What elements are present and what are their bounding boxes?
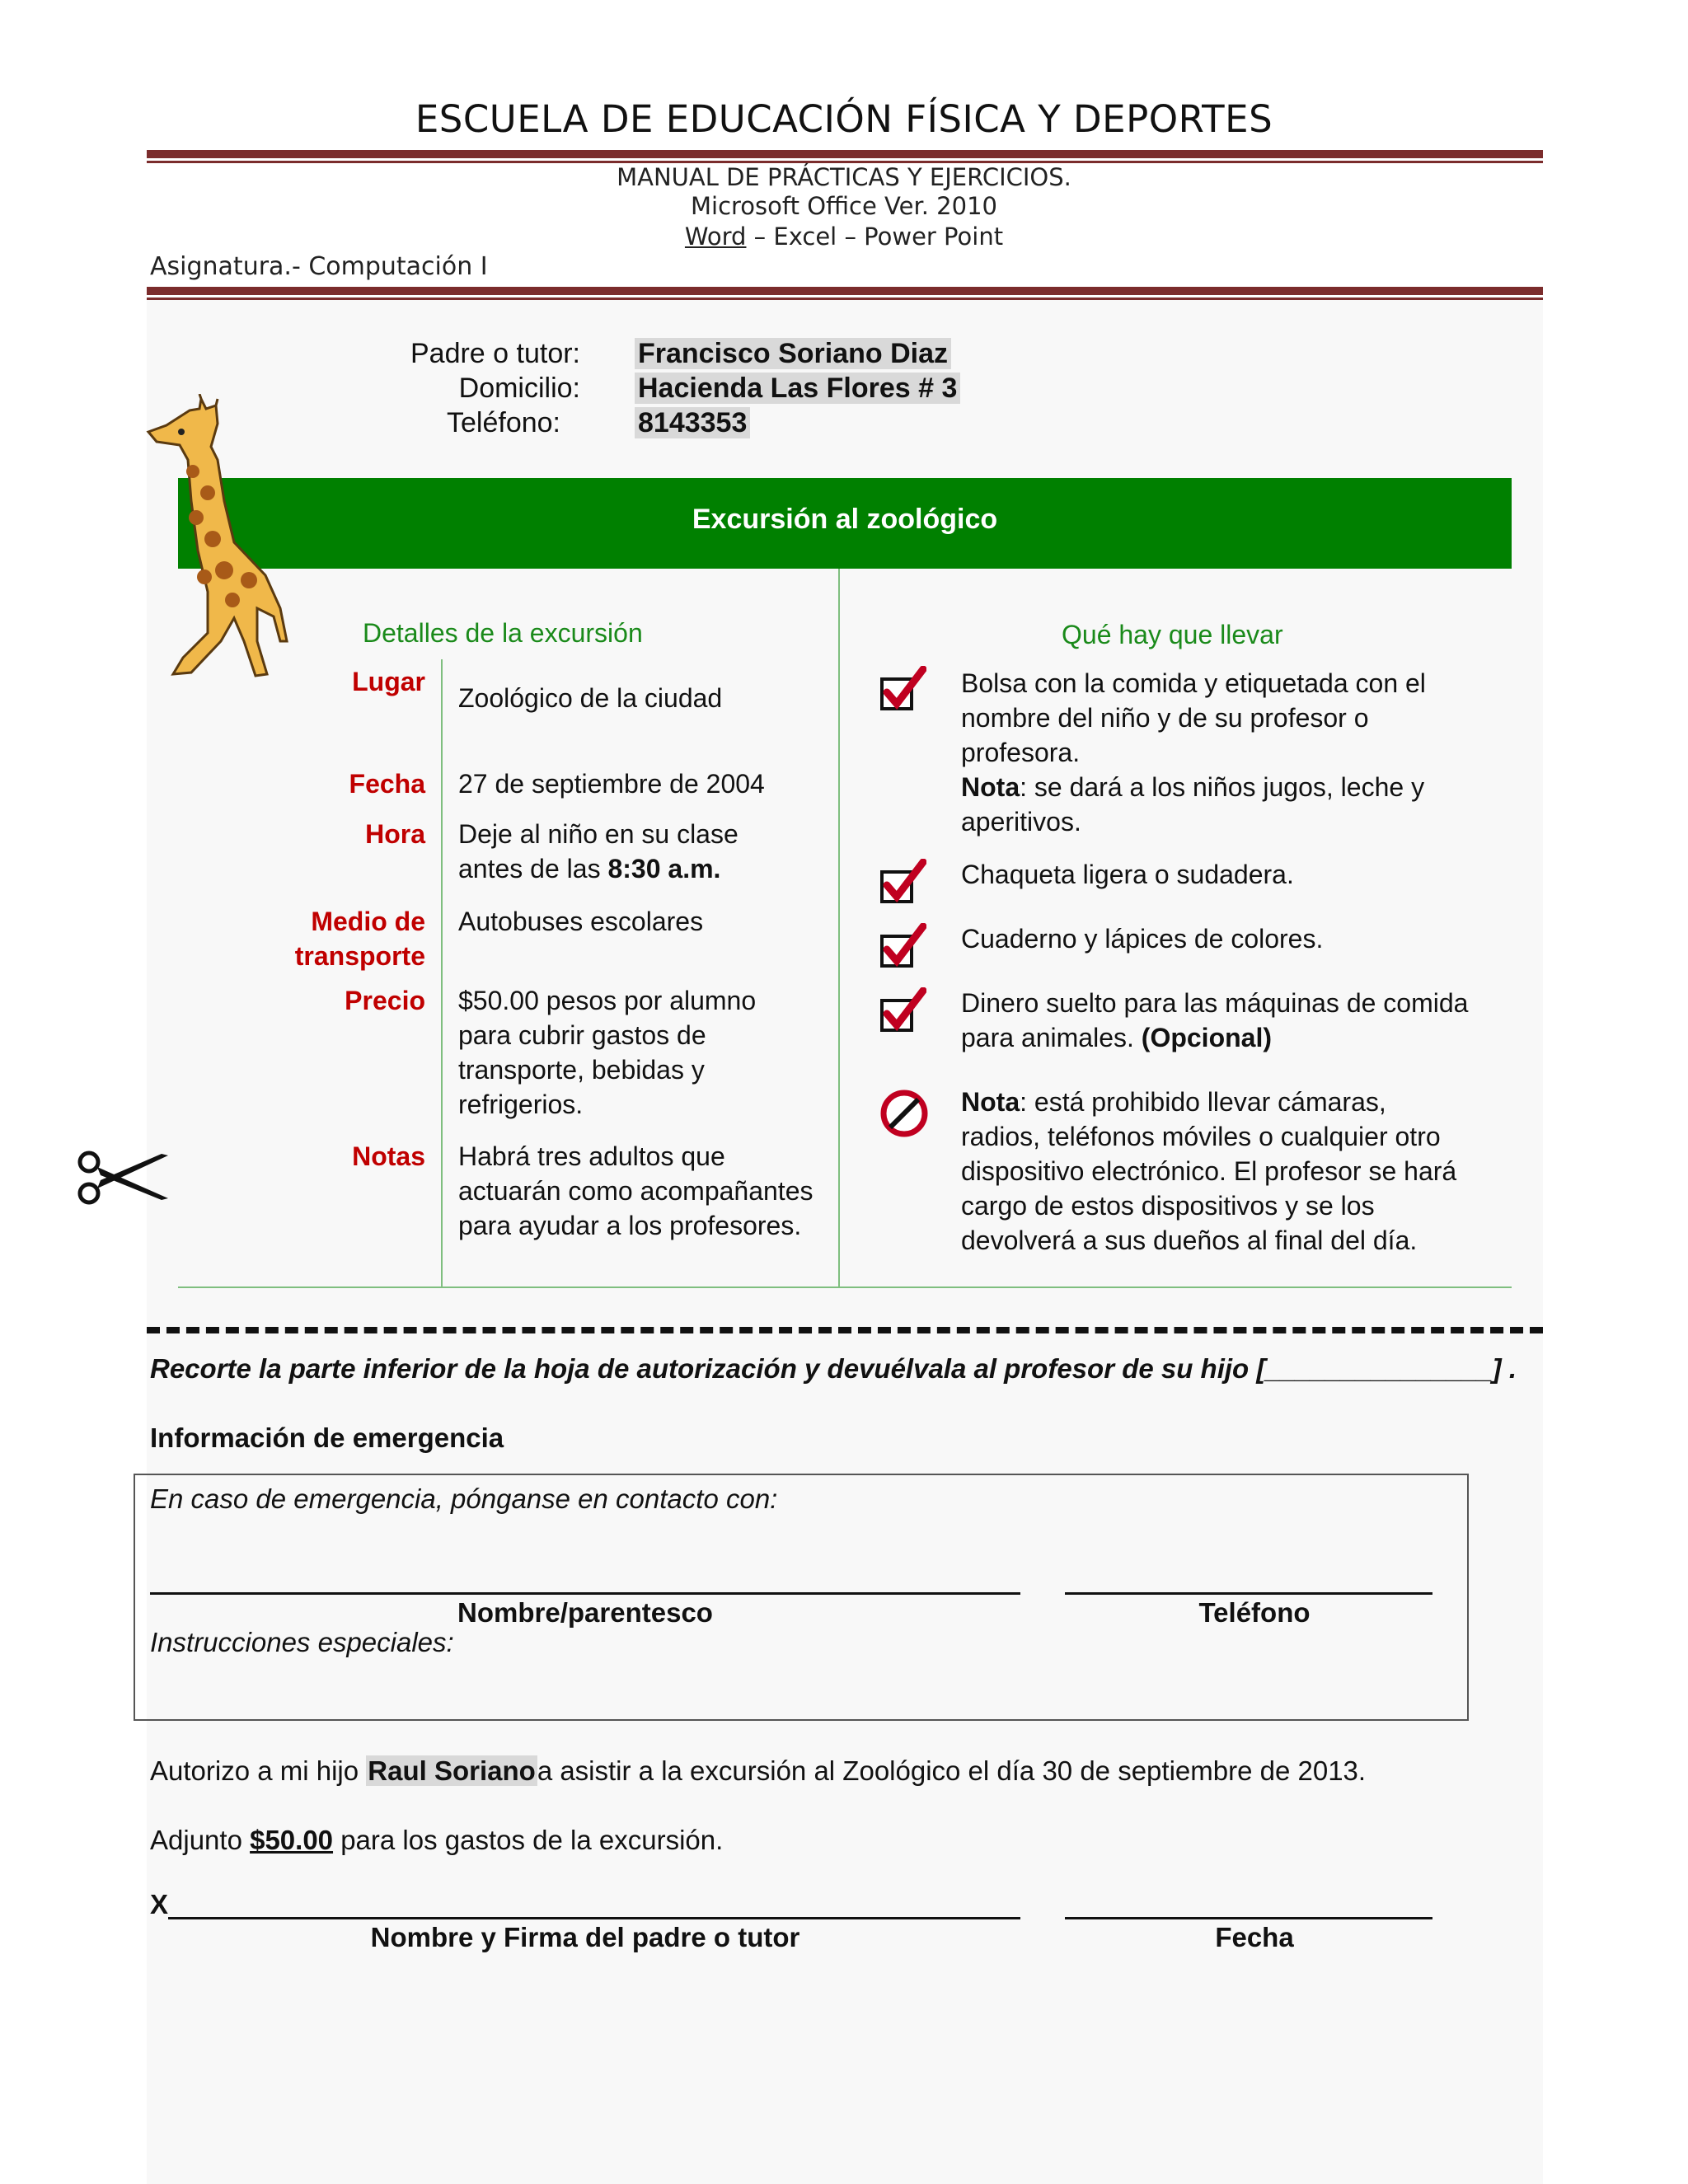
- label-precio: Precio: [345, 986, 425, 1015]
- parent-value: Francisco Soriano Diaz: [635, 338, 951, 370]
- special-instructions: Instrucciones especiales:: [150, 1627, 454, 1657]
- emergency-contact-prompt: En caso de emergencia, pónganse en contacto con:: [150, 1483, 778, 1514]
- checkbox-checked-icon: [879, 923, 926, 971]
- authorization-line: Autorizo a mi hijo Raul Sorianoa asistir a la excursión al Zoológico el día 30 de septiembre de 2013.: [150, 1755, 1367, 1786]
- emergency-title: Información de emergencia: [150, 1422, 504, 1453]
- emergency-phone-line[interactable]: [1065, 1592, 1432, 1595]
- phone-value: 8143353: [635, 407, 750, 439]
- app-word: Word: [684, 223, 747, 251]
- header-rule-top: [147, 150, 1543, 158]
- details-divider: [441, 659, 443, 1287]
- label-transporte: Medio de transporte: [294, 907, 425, 971]
- giraffe-illustration: [142, 394, 307, 691]
- office-apps: [0, 223, 1688, 251]
- value-precio: $50.00 pesos por alumno para cubrir gastos de transporte, bebidas y refrigerios.: [458, 986, 757, 1119]
- bring-item-prohibited: Nota: está prohibido llevar cámaras, radios, teléfonos móviles o cualquier otro dispositivo electrónico. El profesor se hará cargo de estos dispositivos y se los devolverá a sus dueños al final del día.: [961, 1087, 1457, 1255]
- emergency-name-caption: Nombre/parentesco: [457, 1597, 713, 1628]
- bring-item-notebook: Cuaderno y lápices de colores.: [961, 924, 1324, 954]
- bring-item-bag: Bolsa con la comida y etiquetada con el nombre del niño y de su profesor o profesora. Nota: se dará a los niños jugos, leche y aperitivos.: [961, 668, 1426, 837]
- office-version: Microsoft Office Ver. 2010: [691, 192, 997, 220]
- signature-line[interactable]: [168, 1917, 1020, 1919]
- label-fecha: Fecha: [349, 769, 425, 799]
- cut-line: [147, 1327, 1543, 1333]
- signature-caption: Nombre y Firma del padre o tutor: [370, 1922, 800, 1952]
- phone-label: Teléfono:: [447, 407, 560, 438]
- school-title: ESCUELA DE EDUCACIÓN FÍSICA Y DEPORTES: [415, 97, 1273, 141]
- header-rule-bottom-thin: [147, 298, 1543, 300]
- date-line[interactable]: [1065, 1917, 1432, 1919]
- checkbox-checked-icon: [879, 666, 926, 714]
- value-lugar: Zoológico de la ciudad: [458, 683, 723, 713]
- signature-x: X: [150, 1889, 169, 1919]
- label-lugar: Lugar: [352, 667, 425, 696]
- bring-item-jacket: Chaqueta ligera o sudadera.: [961, 860, 1294, 889]
- app-others: – Excel – Power Point: [746, 223, 1004, 251]
- address-value: Hacienda Las Flores # 3: [635, 373, 960, 405]
- manual-title: MANUAL DE PRÁCTICAS Y EJERCICIOS.: [617, 163, 1071, 191]
- checkbox-checked-icon: [879, 987, 926, 1035]
- parent-label: Padre o tutor:: [410, 338, 580, 369]
- cut-instruction: Recorte la parte inferior de la hoja de autorización y devuélvala al profesor de su hijo [_______________] .: [150, 1353, 1517, 1384]
- child-name: Raul Soriano: [368, 1755, 536, 1786]
- table-bottom-line: [178, 1286, 1512, 1288]
- scissors-icon: [76, 1151, 171, 1205]
- subject-line: Asignatura.- Computación I: [150, 252, 488, 281]
- value-notas: Habrá tres adultos que actuarán como acompañantes para ayudar a los profesores.: [458, 1141, 814, 1240]
- emergency-phone-caption: Teléfono: [1198, 1597, 1311, 1628]
- column-divider: [838, 569, 840, 1287]
- address-label: Domicilio:: [458, 373, 580, 404]
- payment-amount: $50.00: [250, 1825, 334, 1855]
- value-fecha: 27 de septiembre de 2004: [458, 769, 765, 799]
- header-rule-bottom: [147, 287, 1543, 295]
- bring-title: Qué hay que llevar: [1062, 620, 1283, 649]
- emergency-name-line[interactable]: [150, 1592, 1020, 1595]
- value-transporte: Autobuses escolares: [458, 907, 704, 936]
- excursion-banner: Excursión al zoológico: [178, 478, 1512, 569]
- date-caption: Fecha: [1215, 1922, 1294, 1952]
- bring-item-money: Dinero suelto para las máquinas de comida para animales. (Opcional): [961, 988, 1469, 1052]
- value-hora: Deje al niño en su clase antes de las 8:30 a.m.: [458, 819, 738, 883]
- prohibited-icon: [879, 1088, 930, 1139]
- details-title: Detalles de la excursión: [363, 618, 643, 648]
- checkbox-checked-icon: [879, 859, 926, 907]
- label-notas: Notas: [352, 1141, 425, 1171]
- payment-line: Adjunto $50.00 para los gastos de la excursión.: [150, 1825, 724, 1855]
- label-hora: Hora: [365, 819, 425, 849]
